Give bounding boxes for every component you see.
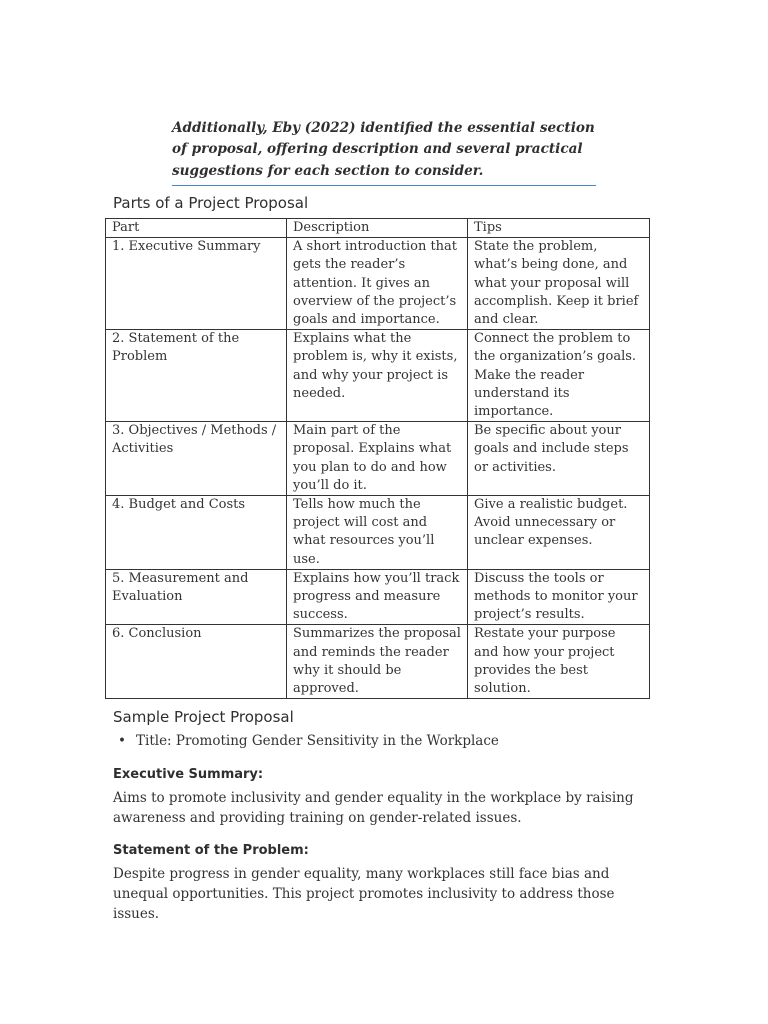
exec-summary-text: Aims to promote inclusivity and gender equality in the workplace by raising awareness and providing training on gender-related issues. [113, 790, 634, 826]
table-row [106, 238, 650, 330]
description-cell: Main part of the proposal. Explains what you plan to do and how you’ll do it. [287, 422, 468, 496]
parts-heading: Parts of a Project Proposal [113, 194, 309, 212]
problem-statement-heading: Statement of the Problem: [113, 843, 309, 858]
intro-quote: Additionally, Eby (2022) identified the essential section of proposal, offering description and several practical suggestions for each section to consider. [172, 118, 596, 187]
tips-cell: State the problem, what’s being done, and what your proposal will accomplish. Keep it brief and clear. [468, 238, 650, 330]
part-cell: 5. Measurement and Evaluation [106, 569, 287, 625]
tips-cell: Restate your purpose and how your project provides the best solution. [468, 625, 650, 699]
problem-statement-text: Despite progress in gender equality, many workplaces still face bias and unequal opportunities. This project promotes inclusivity to address those issues. [113, 866, 615, 922]
table-header-row [106, 219, 650, 238]
table-row [106, 569, 650, 625]
parts-table [105, 218, 650, 699]
part-cell: 2. Statement of the Problem [106, 330, 287, 422]
part-cell: 6. Conclusion [106, 625, 287, 699]
header-description: Description [287, 219, 468, 238]
exec-summary-heading: Executive Summary: [113, 767, 264, 782]
sample-heading: Sample Project Proposal [113, 708, 294, 726]
description-cell: A short introduction that gets the reader’s attention. It gives an overview of the project’s goals and importance. [287, 238, 468, 330]
part-cell: 3. Objectives / Methods / Activities [106, 422, 287, 496]
description-cell: Summarizes the proposal and reminds the reader why it should be approved. [287, 625, 468, 699]
table-row [106, 625, 650, 699]
bullet-title: Title: Promoting Gender Sensitivity in the Workplace [136, 733, 499, 749]
tips-cell: Connect the problem to the organization’s goals. Make the reader understand its importance. [468, 330, 650, 422]
header-tips: Tips [468, 219, 650, 238]
header-part: Part [106, 219, 287, 238]
tips-cell: Give a realistic budget. Avoid unnecessary or unclear expenses. [468, 496, 650, 570]
description-cell: Explains how you’ll track progress and measure success. [287, 569, 468, 625]
table-row [106, 496, 650, 570]
tips-cell: Be specific about your goals and include steps or activities. [468, 422, 650, 496]
table-row [106, 330, 650, 422]
description-cell: Tells how much the project will cost and what resources you’ll use. [287, 496, 468, 570]
tips-cell: Discuss the tools or methods to monitor your project’s results. [468, 569, 650, 625]
table-row [106, 422, 650, 496]
part-cell: 4. Budget and Costs [106, 496, 287, 570]
description-cell: Explains what the problem is, why it exists, and why your project is needed. [287, 330, 468, 422]
part-cell: 1. Executive Summary [106, 238, 287, 330]
bullet-icon: • [118, 733, 126, 749]
